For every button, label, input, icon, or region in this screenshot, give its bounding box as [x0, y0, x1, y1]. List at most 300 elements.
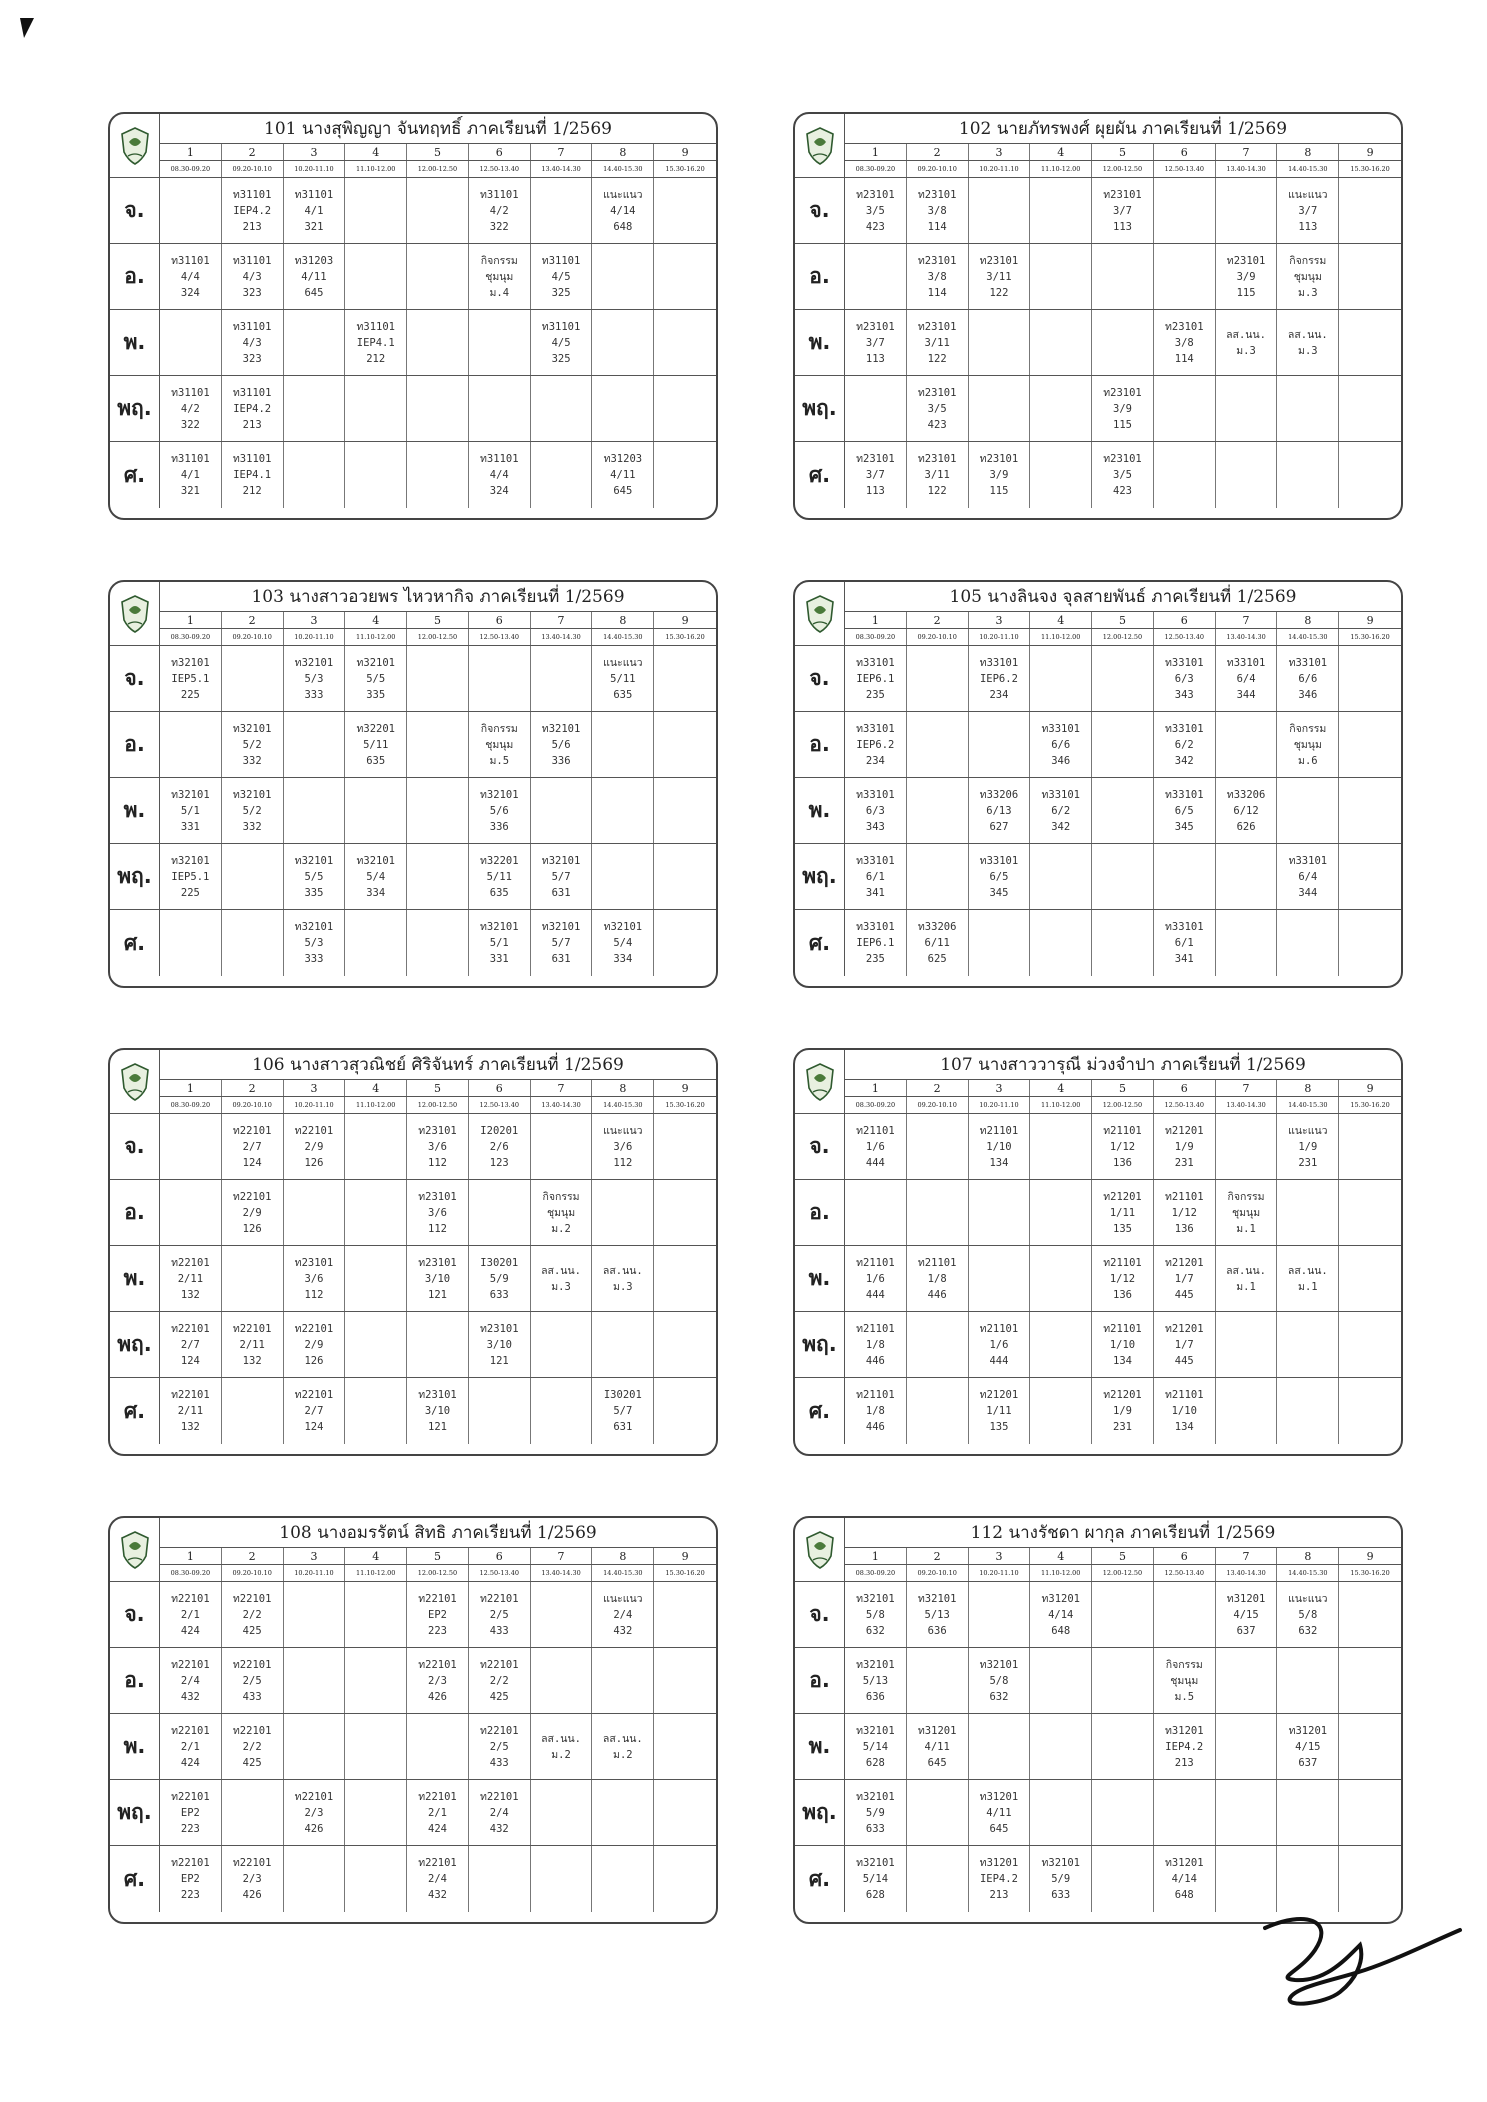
period-number: 5 — [1092, 144, 1154, 160]
cell-line: กิจกรรม — [542, 1190, 580, 1203]
cell-line: ท31101 — [480, 453, 519, 465]
period-time: 11.10-12.00 — [345, 1565, 407, 1581]
cell-line: 6/1 — [1174, 937, 1194, 949]
class-cell — [1092, 778, 1154, 843]
cell-line: ท21201 — [979, 1389, 1019, 1401]
class-cell — [284, 1114, 346, 1179]
day-row — [160, 1780, 716, 1846]
day-label: ศ. — [110, 1378, 160, 1444]
cell-line: 323 — [242, 286, 262, 299]
period-time: 12.00-12.50 — [407, 1565, 469, 1581]
cell-line: 3/9 — [1113, 402, 1132, 415]
school-logo-icon — [795, 1050, 845, 1114]
class-cell — [1092, 910, 1154, 976]
day-row — [160, 1180, 716, 1246]
cell-line: ท22101 — [418, 1592, 457, 1605]
period-number: 5 — [1092, 1080, 1154, 1096]
class-cell — [284, 712, 346, 777]
period-time: 09.20-10.10 — [222, 161, 284, 177]
corner-mark — [20, 18, 34, 38]
class-cell — [1092, 376, 1154, 441]
cell-line: 1/9 — [1113, 1405, 1132, 1417]
cell-line: ม.3 — [1298, 286, 1318, 299]
cell-line: ท22101 — [171, 1389, 210, 1401]
cell-line: 5/6 — [551, 738, 571, 751]
cell-line: ม.3 — [613, 1280, 633, 1293]
class-cell — [907, 1846, 969, 1912]
cell-line: 5/11 — [363, 738, 389, 751]
class-cell — [222, 178, 284, 243]
day-row — [845, 646, 1401, 712]
cell-line: 5/8 — [1298, 1608, 1318, 1621]
day-label: ศ. — [110, 1846, 160, 1912]
class-cell — [1216, 442, 1278, 508]
cell-line: ท31101 — [171, 453, 210, 465]
day-row — [845, 1378, 1401, 1444]
period-time: 08.30-09.20 — [160, 1097, 222, 1113]
cell-line: 2/4 — [180, 1674, 200, 1687]
class-cell — [160, 1648, 222, 1713]
time-header-row — [845, 161, 1401, 178]
cell-line: ท32101 — [541, 722, 581, 735]
cell-line: 2/7 — [180, 1338, 200, 1351]
class-cell — [592, 1378, 654, 1444]
period-time: 12.00-12.50 — [1092, 629, 1154, 645]
cell-line: IEP4.2 — [979, 1873, 1018, 1885]
class-cell — [654, 442, 716, 508]
class-cell — [907, 376, 969, 441]
cell-line: 645 — [989, 1822, 1009, 1835]
cell-line: ท31201 — [1165, 1724, 1204, 1737]
cell-line: 235 — [865, 688, 885, 701]
class-cell — [284, 442, 346, 508]
day-label: อ. — [110, 1180, 160, 1246]
cell-line: ท31101 — [232, 386, 272, 399]
day-label: พฤ. — [110, 376, 160, 442]
class-cell — [845, 1378, 907, 1444]
class-cell — [907, 1114, 969, 1179]
cell-line: 212 — [242, 485, 262, 497]
cell-line: 332 — [242, 820, 262, 833]
day-label: พฤ. — [795, 844, 845, 910]
class-cell — [1154, 778, 1216, 843]
schedule-card — [793, 112, 1403, 520]
class-cell — [845, 712, 907, 777]
period-number: 5 — [407, 612, 469, 628]
class-cell — [160, 442, 222, 508]
period-time: 08.30-09.20 — [845, 629, 907, 645]
cell-line: ท31101 — [541, 320, 581, 333]
class-cell — [969, 910, 1031, 976]
class-cell — [1277, 1714, 1339, 1779]
class-cell — [1339, 310, 1401, 375]
cell-line: ท22101 — [294, 1389, 334, 1401]
class-cell — [1216, 844, 1278, 909]
cell-line: ท31201 — [1288, 1724, 1328, 1737]
period-number: 2 — [222, 1548, 284, 1564]
cell-line: 1/12 — [1171, 1206, 1197, 1219]
period-time: 08.30-09.20 — [845, 161, 907, 177]
day-row — [160, 178, 716, 244]
class-cell — [1030, 1114, 1092, 1179]
class-cell — [845, 1582, 907, 1647]
cell-line: ท33101 — [856, 722, 895, 735]
class-cell — [469, 712, 531, 777]
cell-line: 5/6 — [489, 804, 509, 817]
cell-line: ม.4 — [489, 286, 510, 299]
period-time: 12.50-13.40 — [469, 1565, 531, 1581]
cell-line: ท22101 — [232, 1724, 272, 1737]
period-time: 15.30-16.20 — [1350, 1101, 1390, 1109]
period-number: 3 — [284, 144, 346, 160]
cell-line: 115 — [989, 485, 1009, 497]
class-cell — [907, 1180, 969, 1245]
day-label: ศ. — [795, 1378, 845, 1444]
schedule-title: 105 นางลินจง จุลสายพันธ์ ภาคเรียนที่ 1/2569 — [845, 582, 1401, 612]
class-cell — [969, 1846, 1031, 1912]
schedule-card — [108, 580, 718, 988]
cell-line: 2/1 — [180, 1608, 200, 1621]
school-logo-icon — [795, 582, 845, 646]
cell-line: ท22101 — [171, 1658, 210, 1671]
class-cell — [654, 1648, 716, 1713]
cell-line: 134 — [1113, 1354, 1132, 1367]
period-time: 11.10-12.00 — [345, 161, 407, 177]
class-cell — [531, 646, 593, 711]
cell-line: 113 — [865, 352, 885, 365]
cell-line: 645 — [927, 1756, 947, 1769]
cell-line: ลส.นน. — [541, 1732, 581, 1745]
cell-line: 4/2 — [489, 204, 509, 217]
cell-line: ม.1 — [1236, 1222, 1256, 1235]
day-label: อ. — [795, 712, 845, 778]
period-time: 13.40-14.30 — [531, 161, 593, 177]
cell-line: 321 — [180, 485, 200, 497]
class-cell — [907, 178, 969, 243]
cell-line: 344 — [1298, 886, 1318, 899]
period-time: 13.40-14.30 — [531, 629, 593, 645]
class-cell — [907, 1714, 969, 1779]
class-cell — [654, 1780, 716, 1845]
period-number: 2 — [907, 1548, 969, 1564]
day-label: ศ. — [110, 910, 160, 976]
class-cell — [345, 1780, 407, 1845]
class-cell — [407, 1714, 469, 1779]
cell-line: 334 — [613, 953, 633, 965]
cell-line: 1/8 — [927, 1272, 947, 1285]
cell-line: ท31101 — [480, 188, 519, 201]
period-time: 08.30-09.20 — [160, 629, 222, 645]
period-number: 8 — [1277, 144, 1339, 160]
class-cell — [592, 1114, 654, 1179]
period-number: 2 — [222, 1080, 284, 1096]
cell-line: IEP4.2 — [233, 402, 272, 415]
cell-line: 4/4 — [489, 469, 509, 481]
period-time: 08.30-09.20 — [845, 1565, 907, 1581]
class-cell — [345, 1378, 407, 1444]
schedule-grid — [108, 112, 1403, 1924]
cell-line: 231 — [1298, 1156, 1318, 1169]
cell-line: 2/3 — [242, 1873, 262, 1885]
period-time: 12.00-12.50 — [1092, 161, 1154, 177]
class-cell — [284, 1246, 346, 1311]
period-number: 2 — [907, 144, 969, 160]
class-cell — [907, 1780, 969, 1845]
day-label: พฤ. — [110, 844, 160, 910]
class-cell — [222, 310, 284, 375]
period-number: 9 — [681, 1549, 689, 1563]
class-cell — [845, 1180, 907, 1245]
cell-line: IEP5.1 — [171, 870, 210, 883]
class-cell — [1216, 1114, 1278, 1179]
class-cell — [1154, 442, 1216, 508]
period-number: 4 — [1030, 144, 1092, 160]
period-number: 1 — [160, 1080, 222, 1096]
class-cell — [469, 1780, 531, 1845]
cell-line: 112 — [304, 1288, 324, 1301]
cell-line: 5/2 — [242, 804, 262, 817]
class-cell — [1339, 1648, 1401, 1713]
cell-line: 1/8 — [865, 1338, 885, 1351]
class-cell — [1154, 1378, 1216, 1444]
period-time: 11.10-12.00 — [1030, 1097, 1092, 1113]
period-header-row — [160, 1548, 716, 1565]
day-row — [160, 910, 716, 976]
cell-line: 115 — [1236, 286, 1256, 299]
class-cell — [160, 1312, 222, 1377]
class-cell — [1277, 1114, 1339, 1179]
cell-line: 4/1 — [304, 204, 324, 217]
class-cell — [345, 844, 407, 909]
cell-line: ท21101 — [856, 1124, 895, 1137]
class-cell — [469, 1648, 531, 1713]
class-cell — [969, 310, 1031, 375]
cell-line: 424 — [428, 1822, 447, 1835]
class-cell — [1339, 442, 1401, 508]
period-number: 9 — [681, 1081, 689, 1095]
cell-line: ท22101 — [171, 1857, 210, 1869]
cell-line: ท33206 — [1226, 788, 1266, 801]
cell-line: 648 — [613, 220, 633, 233]
cell-line: 628 — [865, 1756, 885, 1769]
day-label: ศ. — [795, 910, 845, 976]
cell-line: EP2 — [180, 1806, 200, 1819]
class-cell — [222, 1582, 284, 1647]
period-number: 6 — [469, 1548, 531, 1564]
class-cell — [407, 1312, 469, 1377]
cell-line: 213 — [1174, 1756, 1194, 1769]
cell-line: 4/2 — [180, 402, 200, 415]
class-cell — [1030, 844, 1092, 909]
school-logo-icon — [110, 114, 160, 178]
class-cell — [969, 1582, 1031, 1647]
cell-line: 341 — [1174, 953, 1194, 965]
cell-line: ท31101 — [232, 254, 272, 267]
class-cell — [160, 1714, 222, 1779]
period-time: 14.40-15.30 — [592, 629, 654, 645]
cell-line: 345 — [1174, 820, 1194, 833]
class-cell — [345, 1114, 407, 1179]
cell-line: 5/9 — [1051, 1873, 1071, 1885]
day-row — [845, 1246, 1401, 1312]
class-cell — [1092, 844, 1154, 909]
cell-line: ท32101 — [356, 656, 395, 669]
cell-line: 213 — [989, 1889, 1009, 1901]
cell-line: IEP6.1 — [856, 672, 895, 685]
cell-line: ท22101 — [171, 1724, 210, 1737]
class-cell — [531, 1780, 593, 1845]
class-cell — [222, 1780, 284, 1845]
period-number: 8 — [1277, 612, 1339, 628]
class-cell — [654, 1246, 716, 1311]
school-logo-icon — [110, 582, 160, 646]
cell-line: ท22101 — [171, 1592, 210, 1605]
cell-line: 331 — [489, 953, 509, 965]
class-cell — [345, 910, 407, 976]
period-time: 14.40-15.30 — [1277, 629, 1339, 645]
cell-line: 635 — [366, 754, 386, 767]
cell-line: 426 — [304, 1822, 324, 1835]
cell-line: กิจกรรม — [1289, 254, 1327, 267]
cell-line: 6/5 — [989, 870, 1009, 883]
class-cell — [1030, 1378, 1092, 1444]
cell-line: 6/11 — [924, 937, 950, 949]
class-cell — [1154, 1648, 1216, 1713]
cell-line: ท23101 — [917, 386, 957, 399]
period-number: 7 — [531, 1080, 593, 1096]
class-cell — [969, 712, 1031, 777]
day-row — [845, 442, 1401, 508]
cell-line: 5/14 — [862, 1740, 889, 1753]
cell-line: 5/9 — [489, 1272, 509, 1285]
class-cell — [1030, 178, 1092, 243]
class-cell — [654, 310, 716, 375]
cell-line: ท32101 — [856, 1592, 895, 1605]
class-cell — [907, 1648, 969, 1713]
class-cell — [160, 1582, 222, 1647]
class-cell — [907, 1378, 969, 1444]
class-cell — [907, 646, 969, 711]
cell-line: ท23101 — [294, 1256, 334, 1269]
cell-line: 425 — [242, 1756, 262, 1769]
period-time: 12.50-13.40 — [1154, 629, 1216, 645]
class-cell — [469, 910, 531, 976]
day-label: อ. — [110, 1648, 160, 1714]
class-cell — [592, 712, 654, 777]
cell-line: 2/3 — [304, 1806, 324, 1819]
cell-line: 636 — [927, 1624, 947, 1637]
cell-line: ท33101 — [1165, 788, 1204, 801]
class-cell — [1216, 1312, 1278, 1377]
period-time: 13.40-14.30 — [1216, 1097, 1278, 1113]
cell-line: 122 — [927, 485, 947, 497]
schedule-card — [793, 1516, 1403, 1924]
cell-line: 231 — [1174, 1156, 1194, 1169]
cell-line: 223 — [180, 1889, 200, 1901]
class-cell — [907, 712, 969, 777]
class-cell — [969, 376, 1031, 441]
cell-line: ท22101 — [294, 1322, 334, 1335]
class-cell — [407, 310, 469, 375]
class-cell — [345, 712, 407, 777]
class-cell — [654, 1312, 716, 1377]
class-cell — [592, 1714, 654, 1779]
class-cell — [222, 1114, 284, 1179]
class-cell — [1092, 646, 1154, 711]
period-time: 15.30-16.20 — [1350, 1569, 1390, 1577]
cell-line: ท32101 — [171, 656, 210, 669]
cell-line: 134 — [1174, 1421, 1194, 1433]
period-time: 10.20-11.10 — [969, 629, 1031, 645]
cell-line: 423 — [927, 418, 947, 431]
cell-line: แนะแนว — [603, 188, 643, 201]
class-cell — [1092, 1648, 1154, 1713]
cell-line: 332 — [242, 754, 262, 767]
class-cell — [284, 376, 346, 441]
period-time: 11.10-12.00 — [1030, 161, 1092, 177]
cell-line: ลส.นน. — [541, 1264, 581, 1277]
cell-line: 3/11 — [924, 469, 950, 481]
class-cell — [531, 1648, 593, 1713]
period-number: 7 — [1216, 1080, 1278, 1096]
period-time: 12.50-13.40 — [469, 1097, 531, 1113]
cell-line: ท32101 — [856, 1724, 895, 1737]
cell-line: 1/6 — [865, 1272, 885, 1285]
cell-line: 632 — [989, 1690, 1009, 1703]
cell-line: ท23101 — [917, 320, 957, 333]
cell-line: 4/11 — [924, 1740, 950, 1753]
class-cell — [1154, 1714, 1216, 1779]
cell-line: ท21101 — [1165, 1190, 1204, 1203]
class-cell — [1030, 310, 1092, 375]
class-cell — [1216, 778, 1278, 843]
cell-line: 633 — [865, 1822, 885, 1835]
class-cell — [1339, 1714, 1401, 1779]
period-number: 4 — [345, 1548, 407, 1564]
cell-line: 3/6 — [304, 1272, 324, 1285]
class-cell — [1216, 910, 1278, 976]
class-cell — [345, 244, 407, 309]
class-cell — [1154, 844, 1216, 909]
cell-line: 6/6 — [1051, 738, 1071, 751]
class-cell — [284, 1780, 346, 1845]
cell-line: 3/6 — [428, 1140, 447, 1153]
cell-line: แนะแนว — [603, 656, 643, 669]
period-number: 2 — [222, 144, 284, 160]
schedule-title: 102 นายภัทรพงศ์ ผุยผัน ภาคเรียนที่ 1/2569 — [845, 114, 1401, 144]
period-number: 1 — [160, 612, 222, 628]
cell-line: 3/11 — [986, 270, 1012, 283]
cell-line: 5/1 — [489, 937, 509, 949]
class-cell — [592, 1648, 654, 1713]
class-cell — [1277, 244, 1339, 309]
day-row — [845, 178, 1401, 244]
cell-line: 113 — [1113, 220, 1132, 233]
class-cell — [407, 244, 469, 309]
cell-line: ท21101 — [856, 1389, 895, 1401]
class-cell — [1154, 1114, 1216, 1179]
class-cell — [469, 244, 531, 309]
cell-line: กิจกรรม — [1165, 1658, 1203, 1671]
class-cell — [1154, 1246, 1216, 1311]
cell-line: 635 — [613, 688, 633, 701]
class-cell — [407, 178, 469, 243]
cell-line: ท21101 — [1103, 1124, 1142, 1137]
cell-line: ท31203 — [603, 453, 643, 465]
cell-line: ท33101 — [856, 921, 895, 933]
class-cell — [345, 178, 407, 243]
day-label: พฤ. — [795, 376, 845, 442]
